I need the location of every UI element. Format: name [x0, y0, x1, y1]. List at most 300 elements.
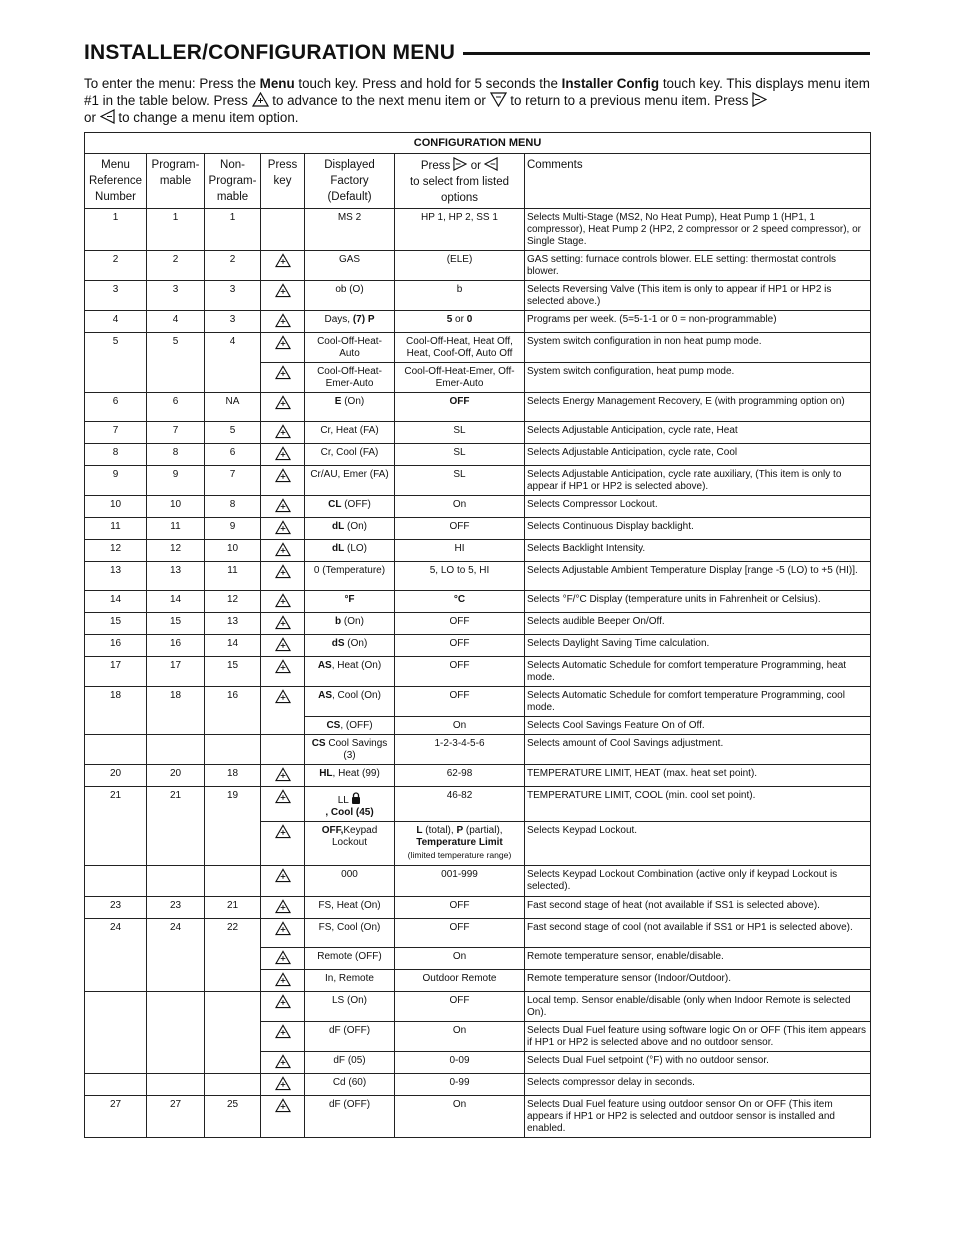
- cell-programmable: 5: [147, 333, 205, 393]
- option-bold-text: L: [416, 825, 423, 836]
- displayed-text: Cr, Heat (FA): [320, 425, 379, 436]
- displayed-text: FS, Cool (On): [318, 922, 381, 933]
- intro-text-1: To enter the menu: Press the: [84, 76, 260, 91]
- cell-programmable: 1: [147, 209, 205, 251]
- cell-press-key[interactable]: [261, 393, 305, 422]
- cell-displayed-default: [305, 540, 395, 562]
- cell-press-key[interactable]: [261, 281, 305, 311]
- up-triangle-icon: [275, 253, 291, 268]
- cell-displayed-default: [305, 1074, 395, 1096]
- cell-displayed-default: [305, 897, 395, 919]
- cell-options: [395, 735, 525, 765]
- intro-text-2: touch key. Press and hold for 5 seconds the: [294, 76, 562, 91]
- cell-comments: Selects compressor delay in seconds.: [525, 1074, 871, 1096]
- cell-comments: Selects Dual Fuel setpoint (°F) with no outdoor sensor.: [525, 1052, 871, 1074]
- cell-displayed-default: [305, 657, 395, 687]
- table-row: [85, 466, 871, 496]
- option-text: 46-82: [446, 790, 473, 801]
- option-bold-text: Temperature Limit: [416, 837, 503, 848]
- cell-press-key[interactable]: [261, 866, 305, 897]
- cell-press-key: [261, 735, 305, 765]
- cell-comments: Selects Keypad Lockout Combination (active only if keypad Lockout is selected).: [525, 866, 871, 897]
- intro-installer-key: Installer Config: [561, 76, 660, 91]
- cell-options: [395, 562, 525, 591]
- cell-programmable: 17: [147, 657, 205, 687]
- option-text: On: [452, 499, 467, 510]
- cell-displayed-default: [305, 333, 395, 363]
- up-triangle-icon: [275, 446, 291, 461]
- header-or-word: or: [470, 160, 481, 172]
- displayed-bold-text: (7) P: [352, 314, 375, 325]
- option-text: SL: [453, 425, 466, 436]
- cell-non-programmable: 10: [205, 540, 261, 562]
- cell-displayed-default: [305, 591, 395, 613]
- cell-programmable: [147, 992, 205, 1074]
- cell-comments: System switch configuration in non heat pump mode.: [525, 333, 871, 363]
- cell-non-programmable: 15: [205, 657, 261, 687]
- intro-text-6: or: [84, 110, 100, 125]
- cell-displayed-default: [305, 919, 395, 948]
- cell-non-programmable: 3: [205, 281, 261, 311]
- cell-menu-ref: 10: [85, 496, 147, 518]
- table-row: [85, 444, 871, 466]
- cell-menu-ref: 24: [85, 919, 147, 992]
- header-menu-ref: Menu Reference Number: [85, 154, 147, 209]
- cell-options: [395, 363, 525, 393]
- option-text: °C: [453, 594, 466, 605]
- table-row: [85, 765, 871, 787]
- cell-non-programmable: 25: [205, 1096, 261, 1138]
- cell-comments: Selects audible Beeper On/Off.: [525, 613, 871, 635]
- displayed-bold-text: AS: [317, 660, 332, 671]
- displayed-bold-text: OFF,: [321, 825, 344, 836]
- up-triangle-icon: [275, 424, 291, 439]
- cell-menu-ref: 18: [85, 687, 147, 735]
- up-triangle-icon: [275, 767, 291, 782]
- cell-displayed-default: [305, 496, 395, 518]
- cell-non-programmable: 8: [205, 496, 261, 518]
- cell-comments: Selects Adjustable Anticipation, cycle rate, Heat: [525, 422, 871, 444]
- cell-comments: Selects Adjustable Anticipation, cycle rate auxiliary, (This item is only to appear if HP1 or HP2 is selected above).: [525, 466, 871, 496]
- table-row: [85, 422, 871, 444]
- cell-non-programmable: 4: [205, 333, 261, 393]
- cell-press-key[interactable]: [261, 311, 305, 333]
- cell-menu-ref: 13: [85, 562, 147, 591]
- cell-options: [395, 687, 525, 717]
- cell-programmable: 11: [147, 518, 205, 540]
- table-row: [85, 518, 871, 540]
- displayed-text: (OFF): [341, 499, 371, 510]
- displayed-bold-text: AS: [318, 690, 332, 701]
- option-text: 001-999: [441, 869, 478, 880]
- up-triangle-icon: [275, 689, 291, 704]
- cell-displayed-default: [305, 363, 395, 393]
- cell-menu-ref: 8: [85, 444, 147, 466]
- cell-press-key[interactable]: [261, 444, 305, 466]
- cell-menu-ref: 7: [85, 422, 147, 444]
- cell-options: [395, 591, 525, 613]
- cell-displayed-default: [305, 613, 395, 635]
- cell-comments: TEMPERATURE LIMIT, COOL (min. cool set point).: [525, 787, 871, 822]
- option-text: 0-99: [449, 1077, 470, 1088]
- cell-non-programmable: 21: [205, 897, 261, 919]
- cell-menu-ref: [85, 1074, 147, 1096]
- table-row: [85, 613, 871, 635]
- cell-programmable: 2: [147, 251, 205, 281]
- option-text: or: [452, 314, 467, 325]
- cell-programmable: 16: [147, 635, 205, 657]
- cell-programmable: 18: [147, 687, 205, 735]
- cell-programmable: 4: [147, 311, 205, 333]
- cell-menu-ref: 5: [85, 333, 147, 393]
- displayed-text: ob (O): [335, 284, 364, 295]
- table-row: [85, 866, 871, 897]
- cell-press-key[interactable]: [261, 919, 305, 948]
- cell-press-key[interactable]: [261, 992, 305, 1022]
- table-row: [85, 251, 871, 281]
- cell-programmable: 13: [147, 562, 205, 591]
- displayed-bold-text: °F: [344, 594, 355, 605]
- displayed-text: (On): [344, 521, 367, 532]
- cell-comments: Selects Backlight Intensity.: [525, 540, 871, 562]
- cell-programmable: [147, 866, 205, 897]
- cell-displayed-default: [305, 444, 395, 466]
- cell-programmable: 21: [147, 787, 205, 866]
- cell-programmable: 24: [147, 919, 205, 992]
- option-text: SL: [453, 469, 466, 480]
- up-triangle-icon: [275, 994, 291, 1009]
- option-text: OFF: [449, 995, 470, 1006]
- cell-displayed-default: [305, 562, 395, 591]
- cell-options: [395, 466, 525, 496]
- option-text: 0-09: [449, 1055, 470, 1066]
- cell-displayed-default: [305, 466, 395, 496]
- cell-displayed-default: [305, 822, 395, 866]
- option-text: (total),: [422, 825, 457, 836]
- cell-comments: Selects Dual Fuel feature using outdoor sensor On or OFF (This item appears if HP1 or HP2 is selected and outdoor sensor is installed and enabled.: [525, 1096, 871, 1138]
- cell-press-key[interactable]: [261, 540, 305, 562]
- displayed-text: Cool-Off-Heat-Auto: [317, 336, 382, 359]
- up-triangle-icon: [275, 950, 291, 965]
- displayed-text: , Heat (99): [332, 768, 380, 779]
- cell-comments: Selects Cool Savings Feature On of Off.: [525, 717, 871, 735]
- table-row: [85, 657, 871, 687]
- cell-non-programmable: 12: [205, 591, 261, 613]
- cell-press-key[interactable]: [261, 1022, 305, 1052]
- option-text: OFF: [449, 616, 470, 627]
- intro-menu-key: Menu: [259, 76, 295, 91]
- cell-comments: Selects Automatic Schedule for comfort temperature Programming, heat mode.: [525, 657, 871, 687]
- cell-comments: Selects Multi-Stage (MS2, No Heat Pump), Heat Pump 1 (HP1, 1 compressor), Heat Pump 2 (HP2, 2 compressor or 2 speed compressor), or Single Stage.: [525, 209, 871, 251]
- cell-options: [395, 209, 525, 251]
- cell-menu-ref: 21: [85, 787, 147, 866]
- up-triangle-icon: [275, 615, 291, 630]
- option-text: OFF: [449, 638, 470, 649]
- displayed-text: 0 (Temperature): [313, 565, 386, 576]
- cell-displayed-default: [305, 518, 395, 540]
- cell-programmable: 9: [147, 466, 205, 496]
- cell-options: [395, 970, 525, 992]
- cell-options: [395, 496, 525, 518]
- down-triangle-icon: [490, 92, 507, 107]
- cell-options: [395, 422, 525, 444]
- displayed-bold-text: , Cool (45): [325, 807, 374, 818]
- table-body: [85, 209, 871, 1138]
- up-triangle-icon: [275, 899, 291, 914]
- cell-displayed-default: [305, 866, 395, 897]
- up-triangle-icon: [275, 1024, 291, 1039]
- cell-comments: Local temp. Sensor enable/disable (only when Indoor Remote is selected On).: [525, 992, 871, 1022]
- cell-non-programmable: NA: [205, 393, 261, 422]
- intro-text-7: to change a menu item option.: [114, 110, 299, 125]
- displayed-text: Cool Savings (3): [325, 738, 388, 761]
- displayed-text: (On): [344, 638, 368, 649]
- displayed-text: Cd (60): [332, 1077, 367, 1088]
- cell-programmable: 6: [147, 393, 205, 422]
- cell-press-key[interactable]: [261, 333, 305, 363]
- table-row: [85, 992, 871, 1022]
- cell-comments: System switch configuration, heat pump mode.: [525, 363, 871, 393]
- cell-comments: Selects Daylight Saving Time calculation.: [525, 635, 871, 657]
- up-triangle-icon: [275, 395, 291, 410]
- cell-programmable: 3: [147, 281, 205, 311]
- up-triangle-icon: [275, 1054, 291, 1069]
- cell-press-key[interactable]: [261, 657, 305, 687]
- cell-press-key[interactable]: [261, 948, 305, 970]
- cell-press-key[interactable]: [261, 562, 305, 591]
- cell-displayed-default: [305, 687, 395, 717]
- up-triangle-icon: [275, 283, 291, 298]
- cell-menu-ref: 9: [85, 466, 147, 496]
- cell-menu-ref: 14: [85, 591, 147, 613]
- cell-non-programmable: 3: [205, 311, 261, 333]
- displayed-text: dF (OFF): [328, 1099, 371, 1110]
- cell-programmable: [147, 735, 205, 765]
- table-row: [85, 735, 871, 765]
- option-bold-text: P: [456, 825, 464, 836]
- cell-options: [395, 866, 525, 897]
- option-text: OFF: [449, 900, 470, 911]
- cell-comments: Selects °F/°C Display (temperature units in Fahrenheit or Celsius).: [525, 591, 871, 613]
- cell-comments: Remote temperature sensor, enable/disable.: [525, 948, 871, 970]
- cell-options: [395, 1022, 525, 1052]
- up-triangle-icon: [275, 335, 291, 350]
- displayed-bold-text: dL: [332, 521, 345, 532]
- cell-press-key[interactable]: [261, 687, 305, 735]
- cell-options: [395, 613, 525, 635]
- cell-non-programmable: 7: [205, 466, 261, 496]
- page-title: INSTALLER/CONFIGURATION MENU: [84, 41, 456, 64]
- cell-comments: Fast second stage of heat (not available if SS1 is selected above).: [525, 897, 871, 919]
- up-triangle-icon: [275, 921, 291, 936]
- table-row: [85, 687, 871, 717]
- displayed-bold-text: CL: [328, 499, 342, 510]
- table-row: [85, 1096, 871, 1138]
- cell-press-key[interactable]: [261, 1074, 305, 1096]
- table-row: [85, 1074, 871, 1096]
- cell-displayed-default: [305, 1052, 395, 1074]
- cell-menu-ref: 11: [85, 518, 147, 540]
- header-press-options: [395, 154, 525, 209]
- cell-displayed-default: [305, 948, 395, 970]
- cell-menu-ref: 6: [85, 393, 147, 422]
- cell-press-key[interactable]: [261, 518, 305, 540]
- option-text: On: [452, 951, 467, 962]
- option-bold-text: 5: [446, 314, 453, 325]
- cell-comments: Selects Keypad Lockout.: [525, 822, 871, 866]
- cell-non-programmable: [205, 735, 261, 765]
- table-row: [85, 209, 871, 251]
- cell-options: [395, 393, 525, 422]
- option-text: SL: [453, 447, 466, 458]
- cell-options: [395, 948, 525, 970]
- cell-non-programmable: 18: [205, 765, 261, 787]
- cell-options: [395, 518, 525, 540]
- intro-text-5: to return to a previous menu item. Press: [506, 93, 753, 108]
- cell-press-key[interactable]: [261, 635, 305, 657]
- up-triangle-icon: [252, 92, 269, 107]
- up-triangle-icon: [275, 824, 291, 839]
- table-row: [85, 787, 871, 822]
- cell-non-programmable: 11: [205, 562, 261, 591]
- displayed-bold-text: dL: [332, 543, 345, 554]
- cell-press-key[interactable]: [261, 466, 305, 496]
- cell-displayed-default: [305, 787, 395, 822]
- cell-press-key[interactable]: [261, 496, 305, 518]
- displayed-bold-text: b: [335, 616, 342, 627]
- option-text: Cool-Off-Heat, Heat Off, Heat, Coof-Off, Auto Off: [406, 336, 513, 359]
- cell-programmable: 27: [147, 1096, 205, 1138]
- cell-displayed-default: [305, 209, 395, 251]
- header-select-text: to select from listed options: [409, 176, 510, 204]
- up-triangle-icon: [275, 498, 291, 513]
- option-text: HP 1, HP 2, SS 1: [421, 212, 498, 223]
- up-triangle-icon: [275, 1076, 291, 1091]
- cell-press-key[interactable]: [261, 1096, 305, 1138]
- cell-press-key[interactable]: [261, 1052, 305, 1074]
- displayed-text: FS, Heat (On): [318, 900, 381, 911]
- cell-non-programmable: 2: [205, 251, 261, 281]
- table-row: [85, 393, 871, 422]
- displayed-text: Days,: [324, 314, 353, 325]
- cell-press-key: [261, 209, 305, 251]
- cell-press-key[interactable]: [261, 591, 305, 613]
- displayed-text: dF (05): [333, 1055, 366, 1066]
- cell-menu-ref: 17: [85, 657, 147, 687]
- cell-press-key[interactable]: [261, 613, 305, 635]
- cell-press-key[interactable]: [261, 422, 305, 444]
- cell-options: [395, 251, 525, 281]
- option-text: 62-98: [446, 768, 473, 779]
- cell-options: [395, 765, 525, 787]
- page: [84, 38, 870, 1138]
- cell-programmable: 23: [147, 897, 205, 919]
- cell-comments: Selects Adjustable Ambient Temperature Display [range -5 (LO) to +5 (HI)].: [525, 562, 871, 591]
- cell-displayed-default: [305, 281, 395, 311]
- cell-options: [395, 540, 525, 562]
- cell-options: [395, 787, 525, 822]
- option-bold-text: 0: [466, 314, 473, 325]
- cell-comments: GAS setting: furnace controls blower. ELE setting: thermostat controls blower.: [525, 251, 871, 281]
- option-text: OFF: [449, 690, 470, 701]
- cell-programmable: 8: [147, 444, 205, 466]
- cell-menu-ref: 16: [85, 635, 147, 657]
- cell-non-programmable: 13: [205, 613, 261, 635]
- cell-menu-ref: [85, 735, 147, 765]
- option-text: Outdoor Remote: [422, 973, 497, 984]
- cell-non-programmable: 16: [205, 687, 261, 735]
- cell-comments: Selects Compressor Lockout.: [525, 496, 871, 518]
- cell-programmable: [147, 1074, 205, 1096]
- cell-menu-ref: 4: [85, 311, 147, 333]
- left-triangle-icon: [484, 157, 498, 171]
- cell-press-key[interactable]: [261, 897, 305, 919]
- cell-non-programmable: 19: [205, 787, 261, 866]
- cell-displayed-default: [305, 1096, 395, 1138]
- cell-programmable: 7: [147, 422, 205, 444]
- header-press-key: Press key: [261, 154, 305, 209]
- table-row: [85, 496, 871, 518]
- cell-displayed-default: [305, 735, 395, 765]
- cell-options: [395, 1052, 525, 1074]
- cell-press-key[interactable]: [261, 970, 305, 992]
- title-row: [84, 38, 870, 68]
- cell-displayed-default: [305, 765, 395, 787]
- intro-text-3: touch key. This displays menu item #1 in the table below. Press: [84, 76, 870, 108]
- cell-press-key[interactable]: [261, 765, 305, 787]
- table-row: [85, 333, 871, 363]
- up-triangle-icon: [275, 972, 291, 987]
- table-caption: CONFIGURATION MENU: [85, 133, 871, 154]
- header-programmable: Program-mable: [147, 154, 205, 209]
- displayed-text: Cool-Off-Heat-Emer-Auto: [317, 366, 382, 389]
- cell-comments: Programs per week. (5=5-1-1 or 0 = non-programmable): [525, 311, 871, 333]
- cell-menu-ref: 27: [85, 1096, 147, 1138]
- left-triangle-icon: [100, 109, 115, 124]
- up-triangle-icon: [275, 659, 291, 674]
- cell-comments: Selects Continuous Display backlight.: [525, 518, 871, 540]
- up-triangle-icon: [275, 520, 291, 535]
- cell-non-programmable: [205, 1074, 261, 1096]
- intro-text-4: to advance to the next menu item or: [268, 93, 490, 108]
- table-row: [85, 635, 871, 657]
- cell-press-key[interactable]: [261, 787, 305, 822]
- cell-non-programmable: 1: [205, 209, 261, 251]
- displayed-text: In, Remote: [325, 973, 374, 984]
- displayed-bold-text: dS: [331, 638, 345, 649]
- cell-programmable: 15: [147, 613, 205, 635]
- displayed-text: Remote (OFF): [317, 951, 382, 962]
- header-non-programmable: Non-Program-mable: [205, 154, 261, 209]
- cell-programmable: 10: [147, 496, 205, 518]
- cell-press-key[interactable]: [261, 822, 305, 866]
- cell-press-key[interactable]: [261, 251, 305, 281]
- cell-non-programmable: 14: [205, 635, 261, 657]
- cell-comments: Selects Dual Fuel feature using software logic On or OFF (This item appears if HP1 or HP2 is selected above and no outdoor sensor.: [525, 1022, 871, 1052]
- cell-press-key[interactable]: [261, 363, 305, 393]
- displayed-bold-text: HL: [319, 768, 333, 779]
- displayed-text: Cr/AU, Emer (FA): [310, 469, 389, 480]
- displayed-text: (On): [341, 396, 365, 407]
- displayed-text: , Cool (On): [332, 690, 381, 701]
- cell-options: [395, 657, 525, 687]
- cell-displayed-default: [305, 251, 395, 281]
- displayed-text: dF (OFF): [328, 1025, 371, 1036]
- header-displayed-default: Displayed Factory (Default): [305, 154, 395, 209]
- cell-displayed-default: [305, 992, 395, 1022]
- option-text: On: [452, 720, 467, 731]
- cell-comments: Selects amount of Cool Savings adjustment.: [525, 735, 871, 765]
